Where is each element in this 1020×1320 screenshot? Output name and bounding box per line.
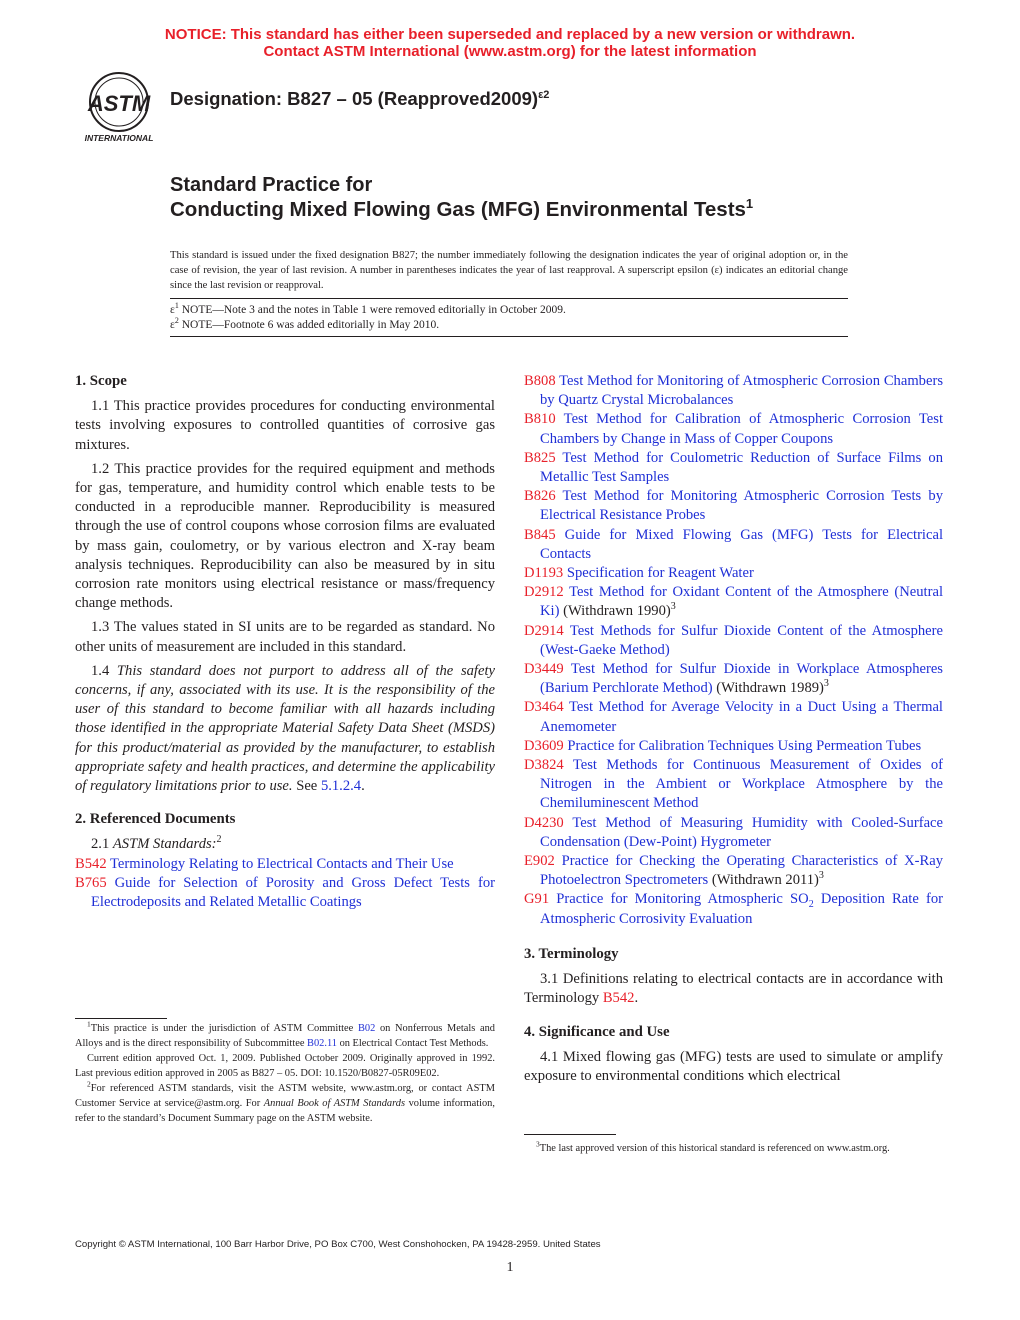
footnote-1 bbox=[75, 1021, 495, 1051]
ref-code[interactable]: B845 bbox=[524, 526, 556, 543]
significance-heading: 4. Significance and Use bbox=[524, 1023, 670, 1040]
title-main: Conducting Mixed Flowing Gas (MFG) Environmental Tests bbox=[170, 198, 746, 221]
see-text: See bbox=[292, 778, 321, 795]
ref-item-d2914[interactable] bbox=[524, 622, 943, 660]
ref-code[interactable]: D4230 bbox=[524, 814, 564, 831]
notice-line-1: NOTICE: This standard has either been superseded and replaced by a new version or withdrawn. bbox=[164, 26, 856, 43]
ref-title[interactable]: Terminology Relating to Electrical Contacts and Their Use bbox=[106, 855, 454, 872]
ref-code[interactable]: B765 bbox=[75, 874, 107, 891]
footnote-3 bbox=[524, 1141, 943, 1156]
designation-text: Designation: B827 – 05 (Reapproved2009) bbox=[170, 88, 539, 109]
fn-sup: 3 bbox=[536, 1139, 540, 1149]
ref-title-cont[interactable]: Deposition Rate for Atmospheric Corrosivity Evaluation bbox=[540, 891, 943, 927]
ref-code[interactable]: B826 bbox=[524, 488, 556, 505]
note-sup: 1 bbox=[174, 301, 179, 311]
astm-standards-sub bbox=[75, 835, 495, 854]
left-column bbox=[75, 372, 495, 912]
issuance-statement: This standard is issued under the fixed designation B827; the number immediately following the designation indicates the year of original adoption or, in the case of revision, the year of last revision. A number in parentheses indicates the year of last reapproval. A superscript epsilon (ε) indicates an editorial change since the last revision or reapproval. bbox=[170, 250, 848, 291]
designation-epsilon: ε2 bbox=[538, 88, 550, 101]
ref-title[interactable]: Test Method for Sulfur Dioxide in Workplace Atmospheres (Barium Perchlorate Method) bbox=[540, 661, 943, 697]
note-sup: 2 bbox=[174, 316, 179, 326]
ref-title[interactable]: Practice for Calibration Techniques Using Permeation Tubes bbox=[563, 737, 922, 754]
ref-item-d2912[interactable] bbox=[524, 583, 943, 621]
ref-item-d4230[interactable] bbox=[524, 814, 943, 852]
ref-code[interactable]: D2914 bbox=[524, 622, 564, 639]
ref-item-b808[interactable] bbox=[524, 372, 943, 410]
ref-code[interactable]: B808 bbox=[524, 373, 556, 389]
ref-title[interactable]: Test Method for Calibration of Atmospheric Corrosion Test Chambers by Change in Mass of Copper Coupons bbox=[540, 411, 943, 447]
withdrawn-notice bbox=[0, 26, 1020, 60]
ref-title[interactable]: Test Methods for Continuous Measurement of Oxides of Nitrogen in the Ambient or Workplace Atmosphere by the Chemiluminescent Method bbox=[540, 757, 943, 812]
ref-title[interactable]: Test Method for Average Velocity in a Duct Using a Thermal Anemometer bbox=[540, 699, 943, 735]
footnote-ref: 3 bbox=[818, 870, 824, 882]
footnotes-left bbox=[75, 1021, 495, 1126]
sub-footnote-ref: 2 bbox=[216, 834, 222, 846]
ref-code[interactable]: D3464 bbox=[524, 699, 564, 716]
title-line-1: Standard Practice for bbox=[170, 174, 373, 196]
note-text: NOTE—Footnote 6 was added editorially in May 2010. bbox=[178, 319, 440, 331]
footnote-2 bbox=[75, 1081, 495, 1126]
safety-caveat: This standard does not purport to address all of the safety concerns, if any, associated with its use. It is the responsibility of the user of this standard to become familiar with all hazards including those identified in the appropriate Material Safety Data Sheet (MSDS) for this product/material as provided by the manufacturer, to establish appropriate safety and health practices, and determine the applicability of regulatory limitations prior to use. bbox=[75, 662, 495, 795]
para-1-2: 1.2 This practice provides for the required equipment and methods for gas, temperature, and humidity control which enable tests to be conducted in a reproducible manner. Reproducibility is measured through the use of control coupons whose corrosion films are evaluated by mass gain, coulometry, or by various electron and X-ray beam analysis techniques. Reproducibility can also be measured by in situ corrosion rate monitors using electrical resistance or mass/frequency change methods. bbox=[75, 460, 495, 612]
ref-subscript[interactable]: 2 bbox=[808, 899, 814, 911]
ref-title[interactable]: Test Method for Monitoring Atmospheric Corrosion Tests by Electrical Resistance Probes bbox=[540, 488, 943, 524]
para-1-3: 1.3 The values stated in SI units are to be regarded as standard. No other units of measurement are included in this standard. bbox=[75, 619, 495, 655]
ref-code[interactable]: B542 bbox=[75, 855, 107, 872]
ref-code[interactable]: G91 bbox=[524, 891, 550, 908]
ref-title[interactable]: Specification for Reagent Water bbox=[563, 565, 754, 582]
committee-link[interactable]: B02 bbox=[357, 1023, 376, 1034]
ref-item-d3449[interactable] bbox=[524, 660, 943, 698]
sub-num: 2.1 bbox=[91, 836, 113, 853]
footnote-rule bbox=[524, 1134, 616, 1135]
ref-code[interactable]: D1193 bbox=[524, 565, 564, 582]
fn-sup: 2 bbox=[87, 1079, 91, 1089]
ref-item-b810[interactable] bbox=[524, 410, 943, 448]
para-num: 1.4 bbox=[91, 662, 117, 679]
ref-title[interactable]: Practice for Monitoring Atmospheric SO bbox=[549, 891, 809, 908]
para-end: . bbox=[634, 990, 639, 1007]
fn-italic: Annual Book of ASTM Standards bbox=[263, 1098, 406, 1109]
terminology-link[interactable]: B542 bbox=[602, 990, 635, 1007]
ref-item-b845[interactable] bbox=[524, 526, 943, 564]
footnote-ref: 3 bbox=[670, 601, 676, 613]
ref-title[interactable]: Test Methods for Sulfur Dioxide Content of the Atmosphere (West-Gaeke Method) bbox=[540, 622, 943, 658]
ref-title[interactable]: Test Method for Monitoring of Atmospheric Corrosion Chambers by Quartz Crystal Microbalances bbox=[540, 373, 943, 409]
ref-title[interactable]: Test Method for Coulometric Reduction of Surface Films on Metallic Test Samples bbox=[540, 449, 943, 486]
ref-code[interactable]: B810 bbox=[524, 411, 556, 428]
scope-heading: 1. Scope bbox=[75, 373, 127, 389]
editorial-note-1 bbox=[170, 303, 566, 318]
designation bbox=[170, 88, 549, 110]
para-1-1: 1.1 This practice provides procedures for conducting environmental tests involving exposures to controlled quantities of corrosive gas mixtures. bbox=[75, 398, 495, 453]
withdrawn-note: (Withdrawn 1989) bbox=[712, 680, 824, 697]
section-link[interactable]: 5.1.2.4 bbox=[320, 778, 362, 795]
astm-logo bbox=[74, 70, 164, 148]
logo-subtext: INTERNATIONAL bbox=[84, 133, 154, 143]
ref-item-d3824[interactable] bbox=[524, 756, 943, 814]
para-3-1 bbox=[524, 970, 943, 1008]
ref-item-b825[interactable] bbox=[524, 449, 943, 487]
fn-text: For referenced ASTM standards, visit the ASTM website, www.astm.org, or contact ASTM Customer Service at service@astm.org. For bbox=[75, 1083, 495, 1109]
right-column bbox=[524, 372, 943, 1086]
ref-item-d1193[interactable] bbox=[524, 564, 943, 583]
footnote-ref: 3 bbox=[823, 678, 829, 690]
ref-title[interactable]: Practice for Checking the Operating Characteristics of X-Ray Photoelectron Spectrometers bbox=[540, 853, 943, 889]
ref-item-e902[interactable] bbox=[524, 852, 943, 890]
para-4-1: 4.1 Mixed flowing gas (MFG) tests are used to simulate or amplify exposure to environmental conditions which electrical bbox=[524, 1048, 943, 1084]
fn-text: on Nonferrous Metals and Alloys and is the direct responsibility of Subcommittee bbox=[75, 1023, 495, 1049]
ref-code[interactable]: B825 bbox=[524, 449, 556, 466]
ref-item-b765[interactable] bbox=[75, 874, 495, 912]
subcommittee-link[interactable]: B02.11 bbox=[307, 1038, 337, 1049]
ref-item-d3609[interactable] bbox=[524, 737, 943, 756]
withdrawn-note: (Withdrawn 1990) bbox=[559, 603, 671, 620]
note-eps: ε bbox=[170, 304, 175, 316]
withdrawn-note: (Withdrawn 2011) bbox=[708, 872, 819, 889]
terminology-heading: 3. Terminology bbox=[524, 945, 619, 962]
ref-title[interactable]: Test Method of Measuring Humidity with Cooled-Surface Condensation (Dew-Point) Hygrometer bbox=[540, 814, 943, 850]
divider bbox=[170, 298, 848, 299]
title-footnote-ref: 1 bbox=[745, 196, 754, 212]
ref-item-d3464[interactable] bbox=[524, 698, 943, 736]
ref-item-b826[interactable] bbox=[524, 487, 943, 525]
ref-code[interactable]: D3609 bbox=[524, 737, 564, 754]
ref-title[interactable]: Guide for Selection of Porosity and Gross Defect Tests for Electrodeposits and Related Metallic Coatings bbox=[91, 874, 495, 911]
astm-logo-icon bbox=[74, 70, 164, 148]
fn-text: volume information, refer to the standard’s Document Summary page on the ASTM website. bbox=[75, 1098, 495, 1124]
refdocs-heading: 2. Referenced Documents bbox=[75, 811, 236, 828]
para-text: 3.1 Definitions relating to electrical contacts are in accordance with Terminology bbox=[524, 971, 943, 1007]
note-text: NOTE—Note 3 and the notes in Table 1 were removed editorially in October 2009. bbox=[178, 304, 566, 316]
note-eps: ε bbox=[170, 319, 175, 331]
referenced-documents-list bbox=[524, 372, 943, 929]
copyright: Copyright © ASTM International, 100 Barr Harbor Drive, PO Box C700, West Conshohocken, PA 19428-2959. United States bbox=[75, 1239, 601, 1250]
para-1-4 bbox=[75, 662, 495, 796]
fn-text: on Electrical Contact Test Methods. bbox=[336, 1038, 489, 1049]
editorial-note-2 bbox=[170, 318, 439, 333]
title-line-2 bbox=[170, 198, 753, 222]
ref-title[interactable]: Guide for Mixed Flowing Gas (MFG) Tests for Electrical Contacts bbox=[540, 526, 943, 562]
ref-code[interactable]: E902 bbox=[524, 853, 555, 870]
fn-text: This practice is under the jurisdiction of ASTM Committee bbox=[90, 1023, 358, 1034]
ref-item-b542[interactable] bbox=[75, 855, 495, 874]
fn-sup: 1 bbox=[87, 1019, 91, 1029]
ref-code[interactable]: D3824 bbox=[524, 757, 564, 774]
sub-title: ASTM Standards: bbox=[112, 836, 217, 853]
page-number: 1 bbox=[506, 1260, 514, 1275]
notice-line-2: Contact ASTM International (www.astm.org) for the latest information bbox=[263, 43, 757, 60]
ref-code[interactable]: D3449 bbox=[524, 661, 564, 678]
para-end: . bbox=[361, 778, 365, 795]
logo-letters: ASTM bbox=[87, 91, 151, 116]
fn-text: The last approved version of this historical standard is referenced on www.astm.org. bbox=[539, 1143, 890, 1154]
divider bbox=[170, 336, 848, 337]
ref-title[interactable]: Test Method for Oxidant Content of the Atmosphere (Neutral Ki) bbox=[540, 584, 943, 620]
ref-item-g91[interactable] bbox=[524, 890, 943, 928]
footnote-1-edition: Current edition approved Oct. 1, 2009. Published October 2009. Originally approved in 1992. Last previous edition approved in 2005 as B827 – 05. DOI: 10.1520/B0827-05R09E02. bbox=[75, 1053, 495, 1079]
ref-code[interactable]: D2912 bbox=[524, 584, 564, 601]
